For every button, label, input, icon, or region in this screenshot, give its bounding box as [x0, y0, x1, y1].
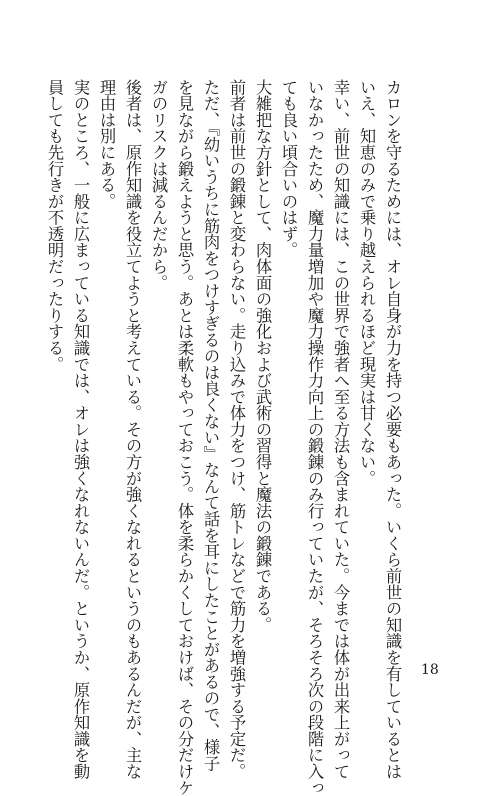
text-line: 大雑把な方針として、肉体面の強化および武術の習得と魔法の鍛錬である。 — [253, 79, 272, 633]
text-line: 後者は、原作知識を役立てようと考えている。その方が強くなれるというのもあるんだが、主な — [123, 79, 142, 780]
text-line: を見ながら鍛えようと思う。あとは柔軟もやっておこう。体を柔らかくしておけば、その分だけケ — [175, 79, 194, 796]
text-line: 前者は前世の鍛錬と変わらない。走り込みで体力をつけ、筋トレなどで筋力を増強する予定だ。 — [227, 79, 246, 780]
text-line: 幸い、前世の知識には、この世界で強者へ至る方法も含まれていた。今までは体が出来上がって — [331, 79, 350, 780]
text-line: 員しても先行きが不透明だったりする。 — [45, 79, 64, 373]
text-line: ガのリスクは減るんだから。 — [149, 79, 168, 291]
text-line: ただ、『幼いうちに筋肉をつけすぎるのは良くない』なんて話を耳にしたことがあるので、様子 — [201, 79, 220, 772]
text-line: 理由は別にある。 — [97, 79, 116, 210]
text-line: カロンを守るためには、オレ自身が力を持つ必要もあった。いくら前世の知識を有しているとは — [383, 79, 402, 780]
text-line: ても良い頃合いのはず。 — [279, 79, 298, 259]
text-line: いえ、知恵のみで乗り越えられるほど現実は甘くない。 — [357, 79, 376, 487]
body-text — [41, 79, 405, 796]
text-line: 実のところ、一般に広まっている知識では、オレは強くなれないんだ。というか、原作知識を動 — [71, 79, 90, 780]
page-number: 18 — [421, 662, 439, 678]
text-line: いなかったため、魔力量増加や魔力操作力向上の鍛錬のみ行っていたが、そろそろ次の段階に入っ — [305, 79, 324, 796]
